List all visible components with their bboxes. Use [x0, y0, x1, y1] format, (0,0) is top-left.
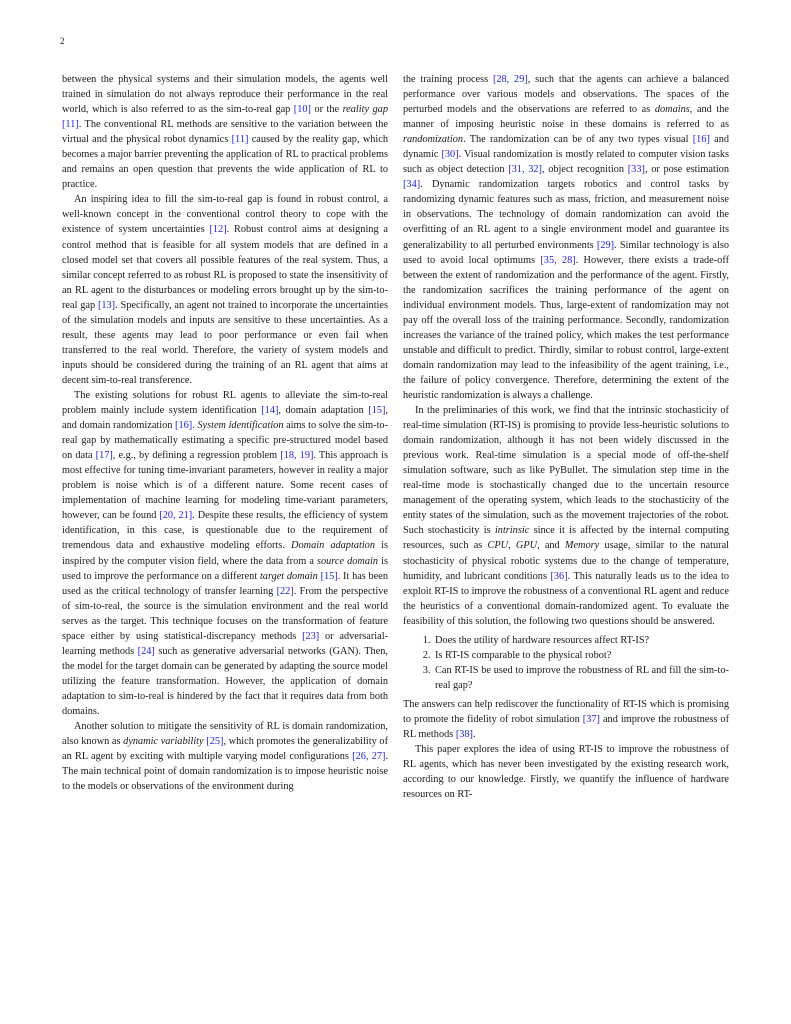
emphasized-term: CPU [487, 540, 509, 552]
citation-link[interactable]: [34] [403, 179, 421, 191]
text-run: the training process [403, 74, 493, 85]
text-run: . Dynamic randomization targets robotics and control tasks by randomizing dynamic features such as mass, friction, and measurement noise in observations. The technology of domain randomization can avoid the overfitting of an RL agent to a single environment model and guarantee its generalizability to all perturbed environments [403, 179, 729, 251]
citation-link[interactable]: [24] [137, 645, 155, 657]
text-run: . It has been used as the critical technology of transfer learning [62, 570, 388, 597]
emphasized-term: intrinsic [494, 525, 530, 537]
citation-link[interactable]: [16] [175, 420, 193, 432]
citation-link[interactable]: [20, 21] [159, 510, 193, 522]
citation-link[interactable]: [14] [261, 405, 279, 417]
text-run: An inspiring idea to fill the sim-to-real gap is found in robust control, a well-known concept in the conventional control theory to cope with the existence of system uncertainties [62, 194, 388, 236]
text-run: since it is affected by the internal computing resources, such as [403, 525, 729, 552]
text-run: and improve the robustness of RL methods [403, 713, 729, 741]
citation-link[interactable]: [17] [95, 450, 113, 462]
citation-link[interactable]: [11] [231, 134, 249, 146]
text-run: The existing solutions for robust RL agents to alleviate the sim-to-real problem mainly include system identification [62, 389, 388, 417]
text-run: usage, similar to the natural stochasticity of physical robotic systems due to the change of temperature, humidity, and lubricant conditions [403, 540, 729, 582]
emphasized-term: Domain adaptation [291, 540, 375, 552]
research-question: 2. Is RT-IS comparable to the physical robot? [433, 648, 729, 663]
citation-link[interactable]: [38] [455, 729, 473, 741]
body-paragraph [403, 403, 729, 629]
text-run: . The conventional RL methods are sensitive to the variation between the virtual and the physical robot dynamics [62, 119, 388, 146]
emphasized-term: reality gap [342, 104, 388, 116]
right-column [403, 72, 729, 802]
left-column [62, 72, 388, 794]
citation-link[interactable]: [18, 19] [280, 450, 314, 462]
citation-link[interactable]: [26, 27] [352, 751, 386, 763]
text-run: The answers can help rediscover the functionality of RT-IS which is promising to promote the fidelity of robot simulation [403, 698, 729, 725]
citation-link[interactable]: [12] [209, 224, 227, 236]
text-run: . Specifically, an agent not trained to incorporate the uncertainties of the simulation models and inputs are sensitive to these uncertainties. As a result, these agents may lead to poor performance or even fail when transferred to the real world. Therefore, the variety of system models and inputs should be considered during the training of an RL agent that aims at decent sim-to-real transference. [62, 299, 388, 386]
text-run: is used to improve the performance on a different [62, 555, 388, 582]
text-run: is inspired by the computer vision field, where the data from a [62, 540, 388, 567]
emphasized-term: domains [654, 104, 690, 116]
text-run: . The main technical point of domain randomization is to impose heuristic noise to the models or observations of the environment during [62, 751, 389, 793]
emphasized-term: GPU [515, 540, 538, 552]
text-run: , and the manner of imposing heuristic noise in these domains is referred to as [403, 104, 729, 131]
text-run: Another solution to mitigate the sensitivity of RL is domain randomization, also known as [62, 721, 388, 748]
text-run: , such that the agents can achieve a balanced performance over various models and observations. The spaces of the perturbed models and the observations are referred to as [403, 74, 729, 116]
citation-link[interactable]: [25] [206, 736, 224, 748]
citation-link[interactable]: [35, 28] [540, 254, 576, 266]
emphasized-term: System identification [197, 420, 284, 432]
citation-link[interactable]: [36] [550, 570, 568, 582]
text-run: , object recognition [541, 164, 628, 176]
text-run: In the preliminaries of this work, we find that the intrinsic stochasticity of real-time simulation (RT-IS) is promising to provide less-heuristic solutions to domain randomization, although it has not been widely discussed in the previous work. Real-time simulation is a special mode of off-the-shelf simulation software, such as like PyBullet. The simulation step time in the real-time mode is stochastically changed due to the uncertain resource management of the operating system, which leads to the stochasticity of the entity states of the simulation, such as the movement trajectories of the robot. Such stochasticity is [403, 405, 729, 537]
body-paragraph [403, 72, 729, 403]
citation-link[interactable]: [16] [692, 134, 710, 146]
citation-link[interactable]: [23] [302, 630, 320, 642]
text-run: and dynamic [403, 134, 729, 161]
research-question: 3. Can RT-IS be used to improve the robustness of RL and fill the sim-to-real gap? [433, 663, 729, 693]
text-run: or the [310, 104, 343, 116]
right-column-body-top [403, 72, 729, 629]
emphasized-term: dynamic variability [123, 736, 204, 748]
emphasized-term: target domain [259, 570, 318, 582]
body-paragraph [403, 697, 729, 742]
text-run: . However, there exists a trade-off between the extent of randomization and the performance of the agent. Firstly, the randomization sacrifices the training performance of the agent on individual environment models. Thus, large-extent of randomization may not pay off the overall loss of the training performance. Secondly, randomization increases the variance of the trained policy, which makes the test performance unstable and difficult to predict. Thirdly, similar to robust control, large-extent domain randomization may lead to the infeasibility of the agent training, i.e., the failure of policy convergence. Therefore, determining the extent of the heuristic randomization is always a challenge. [403, 254, 729, 401]
text-run: between the physical systems and their simulation models, the agents well trained in simulation do not always reproduce their performance in the real world, which is also referred to as the sim-to-real gap [62, 74, 388, 116]
citation-link[interactable]: [31, 32] [508, 164, 542, 176]
text-run: such as generative adversarial networks (GAN). Then, the model for the target domain can be generated by adapting the source model utilizing the feature transformation. However, the application of domain adaptation to sim-to-real is hindered by the fact that it requires data from both domains. [62, 645, 388, 717]
citation-link[interactable]: [37] [582, 713, 600, 725]
citation-link[interactable]: [28, 29] [492, 74, 528, 85]
text-run: , and domain randomization [62, 405, 388, 432]
citation-link[interactable]: [30] [441, 149, 459, 161]
citation-link[interactable]: [15] [368, 405, 386, 417]
body-paragraph [403, 742, 729, 802]
text-run: . Despite these results, the efficiency of system identification, in this case, is questionable due to the requirement of tremendous data and exhaustive modeling efforts. [62, 510, 388, 552]
text-run: caused by the reality gap, which becomes a major barrier preventing the application of RL to practical problems and remains an open question that prevents the wide application of RL to practice. [62, 134, 388, 191]
right-column-body-bottom [403, 697, 729, 802]
citation-link[interactable]: [13] [97, 299, 116, 311]
text-run: . From the perspective of sim-to-real, the source is the simulation environment and the real world serves as the target. This technique focuses on the transformation of feature space either by using statistical-discrepancy methods [62, 585, 389, 642]
text-run: , and [537, 540, 565, 552]
body-paragraph [62, 719, 388, 794]
text-run: , domain adaptation [278, 405, 369, 417]
citation-link[interactable]: [29] [596, 239, 615, 251]
citation-link[interactable]: [10] [293, 104, 311, 116]
text-run: , or pose estimation [644, 164, 729, 176]
citation-link[interactable]: [15] [320, 570, 338, 582]
text-run: . Robust control aims at designing a control method that is feasible for all system models that are defined in a closed model set that covers all possible features of the real system. Thus, a similar concept referred to as robust RL is proposed to state the insensitivity of an RL agent to the disturbances or modeling errors brought up by the sim-to-real gap [62, 224, 389, 311]
text-run: This paper explores the idea of using RT-IS to improve the robustness of RL agents, which has never been investigated by the existing research work, according to our knowledge. Firstly, we quantify the influence of hardware resources on RT- [403, 744, 729, 801]
citation-link[interactable]: [11] [62, 119, 79, 131]
emphasized-term: Memory [564, 540, 600, 552]
text-run: . [472, 729, 476, 741]
body-paragraph [62, 388, 388, 719]
research-question: 1. Does the utility of hardware resources affect RT-IS? [433, 633, 729, 648]
text-run: . [192, 420, 198, 432]
research-questions-list [403, 633, 729, 693]
citation-link[interactable]: [22] [276, 585, 294, 597]
body-paragraph [62, 192, 388, 388]
text-run: . Similar technology is also used to avoid local optimums [403, 239, 729, 266]
citation-link[interactable]: [33] [627, 164, 645, 176]
text-run: . Visual randomization is mostly related to computer vision tasks such as object detection [403, 149, 730, 176]
text-run: . This naturally leads us to the idea to exploit RT-IS to improve the robustness of a conventional RL agent and reduce the heuristics of a conventional domain-randomized agent. To evaluate the feasibility of this solution, the following two questions should be answered. [403, 570, 729, 627]
text-run: , which promotes the generalizability of an RL agent by exciting with multiple varying model configurations [62, 736, 389, 763]
text-run: aims to solve the sim-to-real gap by mathematically estimating a specific pre-structured model based on data [62, 420, 389, 462]
text-run: , [508, 540, 516, 552]
emphasized-term: randomization [403, 134, 464, 146]
text-run: , e.g., by defining a regression problem [112, 450, 281, 462]
body-paragraph [62, 72, 388, 192]
emphasized-term: source domain [316, 555, 379, 567]
page-number: 2 [60, 36, 65, 46]
text-run: or adversarial-learning methods [62, 630, 388, 657]
text-run: . This approach is most effective for tuning time-invariant parameters, however in reality a major problem is noise which is of a different nature. Some recent cases of implementation of machine learning for modeling time-variant parameters, however, can be found [62, 450, 388, 522]
text-run: . The randomization can be of any two types visual [463, 134, 693, 146]
